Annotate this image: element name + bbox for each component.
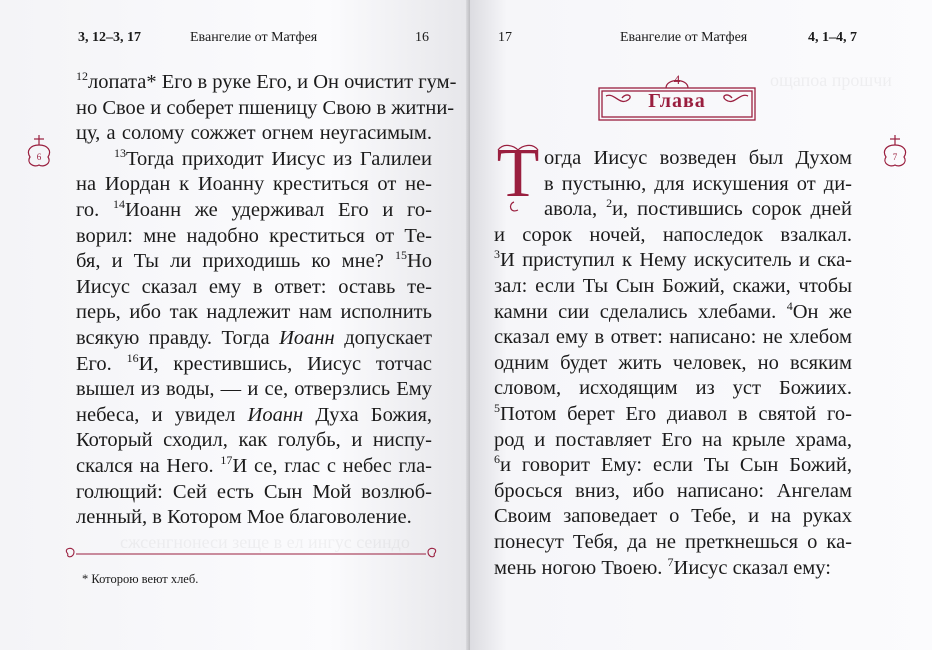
text-line bbox=[76, 249, 432, 275]
left-body-text bbox=[76, 69, 457, 531]
line-text: мень ногою Твоею. bbox=[494, 556, 663, 579]
italic-name: Иоанн bbox=[247, 403, 304, 426]
ornamental-divider bbox=[60, 544, 442, 564]
text-line bbox=[76, 275, 432, 301]
text-line bbox=[76, 300, 432, 326]
text-line bbox=[76, 69, 457, 96]
text-line bbox=[76, 147, 432, 173]
left-header-title: Евангелие от Матфея bbox=[190, 30, 318, 45]
left-header-page-number: 16 bbox=[415, 30, 429, 45]
line-text: бя, и Ты ли приходишь ко мне? bbox=[76, 250, 384, 273]
text-line bbox=[494, 428, 852, 454]
line-text: Иоанн же удерживал Его и го- bbox=[124, 198, 432, 221]
text-line bbox=[76, 428, 432, 454]
line-text: вышел из воды, — и се, отверзлись Ему bbox=[76, 378, 432, 401]
text-line bbox=[76, 403, 432, 429]
verse-number: 2 bbox=[606, 196, 613, 211]
right-body-text bbox=[494, 146, 852, 581]
line-text: перь, ибо так надлежит нам исполнить bbox=[76, 301, 432, 324]
right-margin-number: 7 bbox=[892, 152, 898, 162]
line-text: го. bbox=[76, 198, 100, 221]
line-text: И се, глас с небес гла- bbox=[232, 454, 433, 477]
text-line bbox=[494, 351, 852, 377]
text-line bbox=[494, 172, 852, 198]
text-line bbox=[76, 352, 432, 378]
line-text: Но bbox=[406, 250, 432, 273]
text-line bbox=[76, 172, 432, 198]
verse-number: 5 bbox=[494, 400, 500, 415]
line-text: Который сходил, как голубь, и ниспу- bbox=[76, 429, 432, 452]
line-text: Его. bbox=[76, 352, 112, 375]
line-text: Своим заповедает о Тебе, и на руках bbox=[494, 505, 852, 528]
text-line bbox=[494, 556, 852, 582]
chapter-label: Глава bbox=[648, 90, 706, 112]
line-text: авола, bbox=[544, 198, 598, 221]
line-text: небеса, и увидел bbox=[76, 403, 236, 426]
line-text: Тогда приходит Иисус из Галилеи bbox=[126, 147, 432, 170]
line-text: скался на Него. bbox=[76, 454, 214, 477]
italic-name: Иоанн bbox=[279, 326, 335, 349]
line-text: и говорит Ему: если Ты Сын Божий, bbox=[500, 454, 852, 477]
chapter-number: 4 bbox=[673, 72, 681, 87]
text-line bbox=[494, 453, 852, 479]
bleed-through-text-right: ощапоа прошчи bbox=[770, 70, 892, 90]
text-line bbox=[76, 505, 432, 531]
verse-number: 6 bbox=[494, 452, 500, 467]
line-text: огда Иисус возведен был Духом bbox=[544, 147, 852, 169]
line-text: цу, а солому сожжет огнем неугасимым. bbox=[76, 122, 432, 145]
line-text: Иисус сказал ему в ответ: оставь те- bbox=[76, 275, 432, 298]
line-text: И приступил к Нему искуситель и ска- bbox=[500, 249, 852, 272]
verse-number: 16 bbox=[126, 350, 139, 365]
text-line bbox=[76, 96, 455, 122]
line-text: лопата* Его в руке Его, и Он очистит гум- bbox=[88, 71, 457, 93]
verse-number: 7 bbox=[667, 554, 674, 569]
text-line bbox=[494, 248, 852, 274]
line-text: на Иордан к Иоанну креститься от не- bbox=[76, 173, 432, 196]
line-text: голющий: Сей есть Сын Мой возлюб- bbox=[76, 480, 432, 503]
verse-number: 4 bbox=[786, 298, 793, 313]
text-line bbox=[76, 198, 432, 224]
line-text: сказал ему в ответ: написано: не хлебом bbox=[494, 326, 852, 349]
text-line bbox=[76, 224, 432, 250]
text-line bbox=[494, 504, 852, 530]
line-text: И, крестившись, Иисус тотчас bbox=[138, 352, 433, 375]
line-text: Потом берет Его диавол в святой го- bbox=[500, 402, 852, 425]
verse-number: 3 bbox=[494, 247, 500, 262]
text-line bbox=[494, 197, 852, 223]
line-text: и, постившись сорок дней bbox=[612, 198, 852, 221]
left-header-reference: 3, 12–3, 17 bbox=[78, 30, 141, 45]
verse-number: 14 bbox=[112, 196, 125, 211]
line-text: словом, исходящим из уст Божиих. bbox=[494, 377, 852, 400]
text-line bbox=[494, 479, 852, 505]
line-text: допускает bbox=[344, 326, 432, 349]
text-line bbox=[494, 300, 852, 326]
line-text: в пустыню, для искушения от ди- bbox=[544, 172, 852, 195]
footnote: * Которою веют хлеб. bbox=[82, 572, 199, 586]
text-line bbox=[494, 376, 852, 402]
text-line bbox=[494, 402, 852, 428]
verse-number: 12 bbox=[76, 69, 88, 83]
text-line bbox=[76, 121, 432, 147]
text-line bbox=[494, 146, 852, 172]
verse-number: 17 bbox=[220, 452, 233, 467]
text-line bbox=[494, 223, 852, 249]
line-text: камни сии сделались хлебами. bbox=[494, 300, 777, 323]
cross-ornament-icon bbox=[24, 133, 54, 169]
text-line bbox=[76, 326, 432, 352]
drop-cap-letter: Т bbox=[496, 135, 540, 212]
line-text: Он же bbox=[792, 300, 852, 323]
verse-number: 15 bbox=[394, 248, 407, 263]
right-header-title: Евангелие от Матфея bbox=[620, 30, 748, 45]
line-text: ленный, в Котором Мое благоволение. bbox=[76, 506, 412, 529]
text-line bbox=[76, 454, 432, 480]
right-margin-verse-marker bbox=[880, 133, 910, 174]
right-header-page-number: 17 bbox=[498, 30, 512, 45]
text-line bbox=[76, 377, 432, 403]
verse-number: 13 bbox=[114, 145, 126, 160]
line-text: род и поставляет Его на крыле храма, bbox=[494, 428, 852, 451]
line-text: ворил: мне надобно креститься от Те- bbox=[76, 224, 432, 247]
line-text: зал: если Ты Сын Божий, скажи, чтобы bbox=[494, 274, 852, 297]
text-line bbox=[494, 530, 852, 556]
text-line bbox=[494, 325, 852, 351]
left-margin-verse-marker bbox=[24, 133, 54, 174]
cross-ornament-icon bbox=[880, 133, 910, 169]
text-line bbox=[494, 274, 852, 300]
line-text: понесут Тебя, да не преткнешься о ка- bbox=[494, 530, 852, 553]
line-text: и сорок ночей, напоследок взалкал. bbox=[494, 223, 852, 246]
bleed-through-text: сжсенгнонеси зеще в ел ингус сеиндо bbox=[120, 532, 410, 552]
text-line bbox=[76, 480, 432, 506]
right-page bbox=[470, 0, 932, 650]
line-text: всякую правду. Тогда bbox=[76, 326, 270, 349]
line-text: Иисус сказал ему: bbox=[673, 556, 831, 579]
line-text: бросься вниз, ибо написано: Ангелам bbox=[494, 479, 852, 502]
right-header-reference: 4, 1–4, 7 bbox=[808, 30, 857, 45]
line-text: одним будет жить человек, но всяким bbox=[494, 351, 852, 374]
line-text: Духа Божия, bbox=[315, 403, 432, 426]
line-text: но Свое и соберет пшеницу Свою в житни- bbox=[76, 96, 455, 119]
chapter-heading bbox=[596, 74, 758, 122]
left-margin-number: 6 bbox=[36, 152, 42, 162]
